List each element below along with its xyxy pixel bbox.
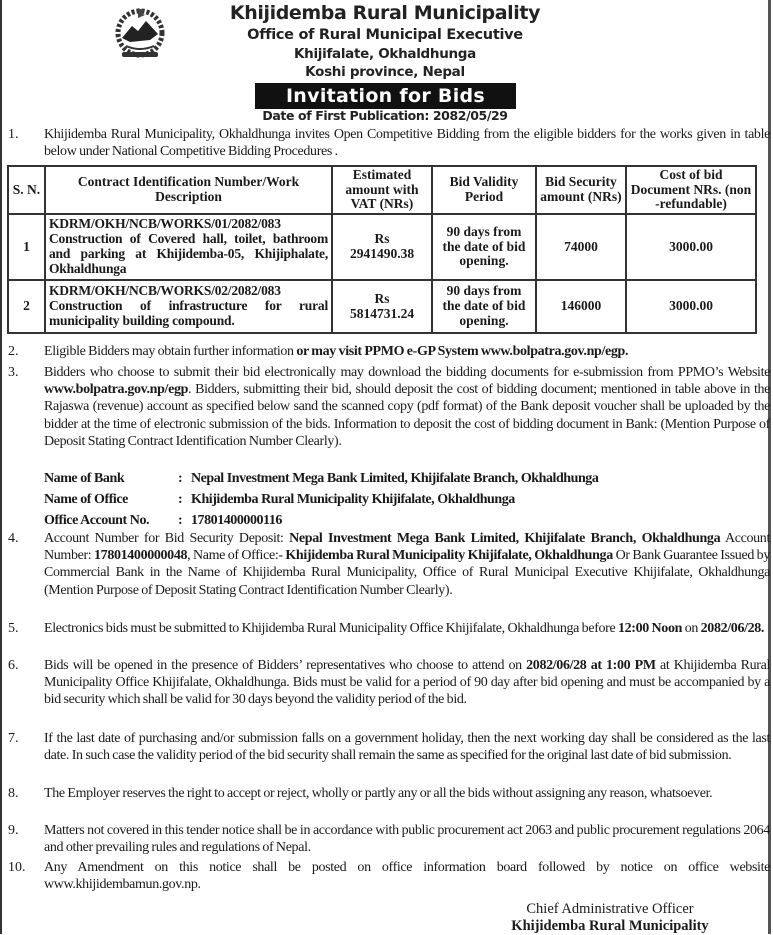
- clause-number: 10.: [8, 860, 26, 875]
- table-header-row: [8, 166, 756, 214]
- clause-number: 2.: [8, 344, 19, 359]
- colon: :: [178, 513, 183, 528]
- cell-security: 146000: [536, 280, 626, 333]
- clause-text: [44, 343, 770, 360]
- bank-value: Khijidemba Rural Municipality Khijifalate, Okhaldhunga: [191, 492, 515, 507]
- bids-table: [7, 165, 757, 334]
- bank-name: Nepal Investment Mega Bank Limited, Khijifalate Branch, Okhaldhunga: [289, 531, 721, 546]
- clause-number: 6.: [8, 658, 19, 673]
- egp-link-text: or may visit PPMO e-GP System www.bolpatra.gov.np/egp.: [296, 344, 629, 359]
- cell-validity: 90 days from the date of bid opening.: [432, 214, 536, 280]
- page-border-left: [0, 0, 2, 934]
- bank-label: Name of Office: [44, 492, 128, 507]
- table-row: [8, 280, 756, 333]
- office-name: Office of Rural Municipal Executive: [247, 27, 523, 43]
- deadline-date: 2082/06/28.: [700, 621, 765, 636]
- egp-url: www.bolpatra.gov.np/egp: [44, 382, 189, 398]
- text-run: Or Bank Guarantee Issued by Commercial Bank in the Name of Khijidemba Rural Municipality, Office of Rural Municipal Executive Khijifalate, Okhaldhunga (Mention Purpose of Deposit Stating Contract Identification Number Clearly).: [44, 548, 770, 598]
- notice-header: [0, 0, 773, 125]
- text-run: . Bidders, submitting their bid, should deposit the cost of bidding document; mentioned in table above in the Rajaswa (revenue) account as specified below sand the scanned copy (pdf format) of the Bank deposit voucher shall be uploaded by the bidder at the time of electronic submission of the bids. Information to deposit the cost of bidding document in Bank: (Mention Purpose of Deposit Stating Contract Identification Number Clearly).: [44, 382, 770, 449]
- estimated-amount: 2941490.38: [349, 246, 415, 261]
- bank-value: 17801400000116: [191, 513, 282, 528]
- text-run: Account Number:: [44, 531, 770, 564]
- col-header-cost: Cost of bid Document NRs. (non -refundable): [626, 166, 756, 214]
- signatory-org: Khijidemba Rural Municipality: [511, 918, 709, 934]
- cell-contract: [45, 214, 332, 280]
- clause-number: 1.: [8, 127, 19, 142]
- security-account-number: 17801400000048: [94, 548, 188, 564]
- bank-label: Name of Bank: [44, 471, 125, 486]
- text-run: at Khijidemba Rural Municipality Office Khijifalate, Okhaldhunga. Bids must be valid for a period of 90 day after bid opening and must be accompanied by a bid security which shall be valid for 30 days beyond the validity period of the bid.: [44, 658, 770, 708]
- col-header-contract: Contract Identification Number/Work Description: [45, 166, 332, 214]
- currency: Rs: [374, 290, 390, 306]
- table-row: [8, 214, 756, 280]
- col-header-validity: Bid Validity Period: [432, 166, 536, 214]
- cell-cost: 3000.00: [626, 280, 756, 333]
- clause-text: [44, 530, 770, 599]
- deadline-time: 12:00 Noon: [617, 621, 683, 636]
- cell-sn: 2: [8, 280, 45, 333]
- clause-text: [44, 364, 770, 450]
- currency: Rs: [374, 231, 390, 247]
- bank-value: Nepal Investment Mega Bank Limited, Khijifalate Branch, Okhaldhunga: [191, 471, 599, 486]
- clause-number: 4.: [8, 531, 19, 546]
- clause-text: The Employer reserves the right to accept or reject, wholly or partly any or all the bids without assigning any reason, whatsoever.: [44, 786, 713, 801]
- contract-id: KDRM/OKH/NCB/WORKS/02/2082/083: [49, 283, 281, 299]
- clause-text: Khijidemba Rural Municipality, Okhaldhunga invites Open Competitive Bidding from the eligible bidders for the works given in table below under National Competitive Bidding Procedures .: [44, 127, 770, 160]
- colon: :: [178, 471, 183, 486]
- cell-sn: 1: [8, 214, 45, 280]
- estimated-amount: 5814731.24: [349, 305, 415, 321]
- clause-number: 7.: [8, 731, 19, 746]
- publication-date: Date of First Publication: 2082/05/29: [262, 108, 508, 123]
- cell-security: 74000: [536, 214, 626, 280]
- cell-estimated: [332, 214, 432, 280]
- text-run: Account Number for Bid Security Deposit:: [44, 531, 290, 546]
- clause-number: 5.: [8, 621, 19, 636]
- clause-number: 3.: [8, 365, 19, 380]
- contract-id: KDRM/OKH/NCB/WORKS/01/2082/083: [49, 216, 281, 232]
- clause-text: Matters not covered in this tender notice shall be in accordance with public procurement act 2063 and public procurement regulations 2064 and other prevailing rules and regulations of Nepal.: [44, 823, 770, 856]
- text-run: Electronics bids must be submitted to Khijidemba Rural Municipality Office Khijifalate, Okhaldhunga before: [44, 621, 618, 636]
- province: Koshi province, Nepal: [305, 64, 465, 80]
- clause-text: [44, 620, 770, 637]
- clause-number: 8.: [8, 786, 19, 801]
- text-run: Eligible Bidders may obtain further information: [44, 344, 297, 359]
- work-description: Construction of infrastructure for rural municipality building compound.: [49, 298, 328, 328]
- clause-text: Any Amendment on this notice shall be posted on office information board followed by notice on office website www.khijidembamun.gov.np.: [44, 860, 770, 893]
- text-run: Bidders who choose to submit their bid electronically may download the bidding documents for e-submission from PPMO’s Website: [44, 365, 770, 380]
- cell-contract: [45, 280, 332, 333]
- colon: :: [178, 492, 183, 507]
- text-run: on: [682, 621, 701, 636]
- cell-estimated: [332, 280, 432, 333]
- clause-text: [44, 657, 770, 709]
- cell-cost: 3000.00: [626, 214, 756, 280]
- office-address: Khijifalate, Okhaldhunga: [294, 46, 476, 62]
- col-header-estimated: Estimated amount with VAT (NRs): [332, 166, 432, 214]
- text-run: , Name of Office:-: [187, 548, 286, 564]
- cell-validity: 90 days from the date of bid opening.: [432, 280, 536, 333]
- municipality-title: Khijidemba Rural Municipality: [229, 2, 541, 24]
- invitation-banner: Invitation for Bids: [255, 83, 516, 109]
- col-header-sn: S. N.: [8, 166, 45, 214]
- work-description: Construction of Covered hall, toilet, bathroom and parking at Khijidemba-05, Khijiphalate, Okhaldhunga: [49, 231, 328, 276]
- clause-text: If the last date of purchasing and/or submission falls on a government holiday, then the next working day shall be considered as the last date. In such case the validity period of the bid security shall remain the same as specified for the original last date of bid submission.: [44, 731, 770, 764]
- signatory-title: Chief Administrative Officer: [526, 901, 694, 917]
- bank-label: Office Account No.: [44, 513, 150, 528]
- text-run: Bids will be opened in the presence of Bidders’ representatives who choose to attend on: [44, 658, 527, 673]
- office-name-bold: Khijidemba Rural Municipality Khijifalate, Okhaldhunga: [285, 548, 613, 564]
- col-header-security: Bid Security amount (NRs): [536, 166, 626, 214]
- clause-number: 9.: [8, 823, 19, 838]
- opening-datetime: 2082/06/28 at 1:00 PM: [526, 658, 656, 673]
